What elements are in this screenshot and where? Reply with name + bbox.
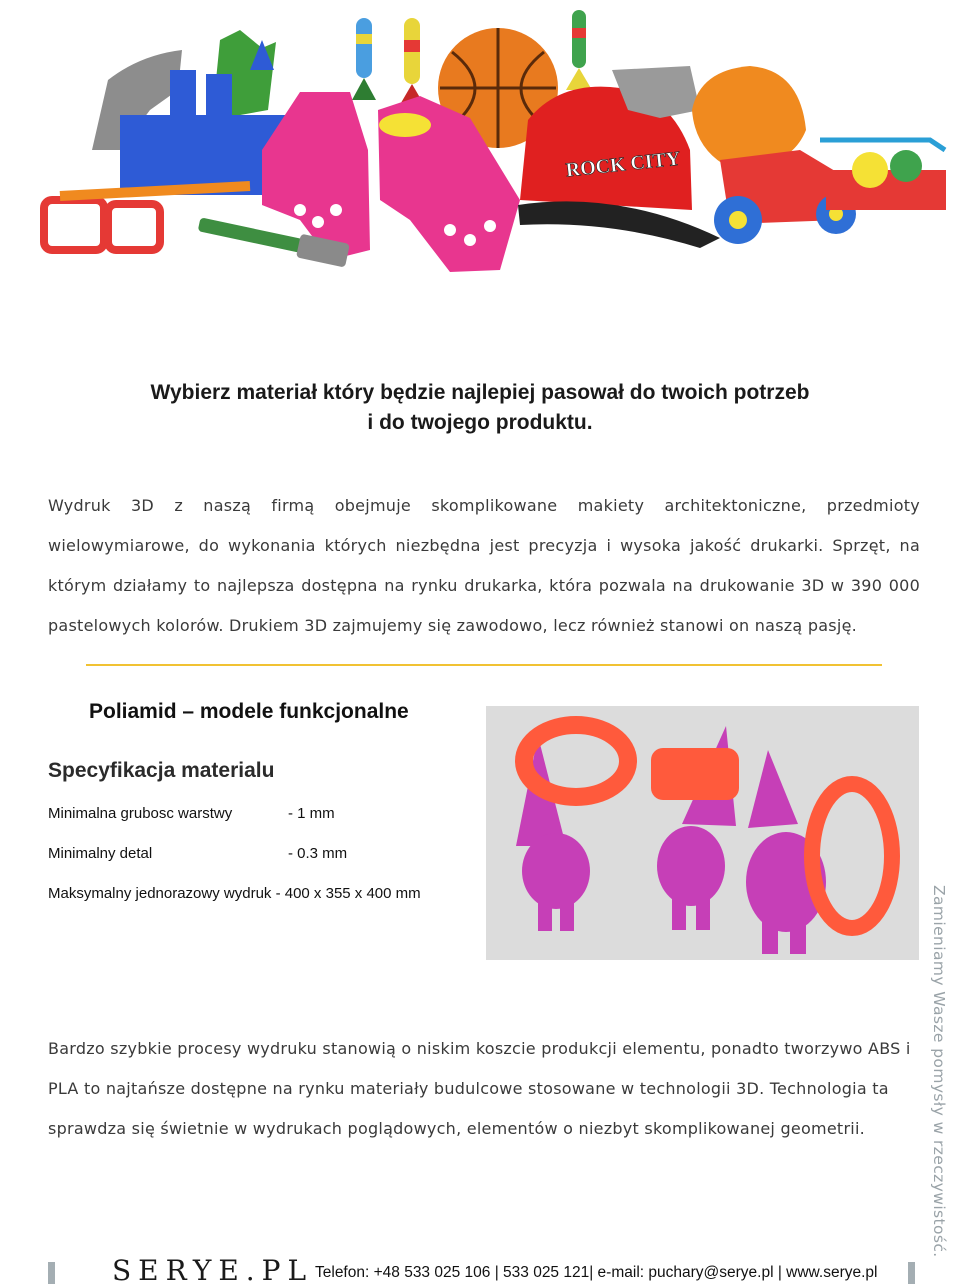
spec-row-detail xyxy=(48,845,347,862)
footer-bar-right xyxy=(908,1262,915,1284)
rocket-middle xyxy=(398,18,426,108)
intro-paragraph: Wydruk 3D z naszą firmą obejmuje skomplikowane makiety architektoniczne, przedmioty wielowymiarowe, do wykonania których niezbędna jest precyzja i wysoka jakość drukarki. Sprzęt, na którym działamy to najlepsza dostępna na rynku drukarka, która pozwala na drukowanie 3D w 390 000 pastelowych kolorów. Drukiem 3D zajmujemy się zawodowo, lecz również stanowi on naszą pasję. xyxy=(48,496,920,635)
rocket-left xyxy=(352,18,376,100)
ring-middle xyxy=(651,748,739,800)
spec-row-layer xyxy=(48,805,335,822)
headline xyxy=(60,378,900,438)
headline-line-2: i do twojego produktu. xyxy=(367,411,593,434)
footer-bar-left xyxy=(48,1262,55,1284)
spec-label: Minimalna grubosc warstwy xyxy=(48,805,233,822)
cap-text: ROCK CITY xyxy=(564,147,682,182)
spec-row-max-print: Maksymalny jednorazowy wydruk - 400 x 355 x 400 mm xyxy=(48,885,421,902)
section-title: Poliamid – modele funkcjonalne xyxy=(89,700,409,723)
gnomes-product-photo xyxy=(486,706,919,960)
spec-value: - 0.3 mm xyxy=(288,845,348,862)
rocket-right xyxy=(566,10,592,90)
serye-logo: SERYE.PL xyxy=(112,1254,314,1287)
footer-contact: Telefon: +48 533 025 106 | 533 025 121| e-mail: puchary@serye.pl | www.serye.pl xyxy=(315,1264,878,1281)
spec-title: Specyfikacja materialu xyxy=(48,759,275,782)
spec-value: - 1 mm xyxy=(288,805,335,822)
headline-line-1: Wybierz materiał który będzie najlepiej pasował do twoich potrzeb xyxy=(150,381,810,404)
yellow-divider xyxy=(86,664,882,666)
spec-label: Minimalny detal xyxy=(48,845,153,862)
body-paragraph: Bardzo szybkie procesy wydruku stanowią o niskim koszcie produkcji elementu, ponadto tworzywo ABS i PLA to najtańsze dostępne na rynku materiały budulcowe stosowane w technologii 3D. Technologia ta sprawdza się świetnie w wydrukach poglądowych, elementów o niezbyt skomplikowanej geometrii. xyxy=(48,1039,911,1138)
gears-model xyxy=(820,140,946,210)
hero-3d-objects-image xyxy=(0,0,960,290)
vertical-slogan: Zamieniamy Wasze pomysły w rzeczywistość. xyxy=(930,885,948,1258)
red-glasses-model xyxy=(44,186,250,250)
